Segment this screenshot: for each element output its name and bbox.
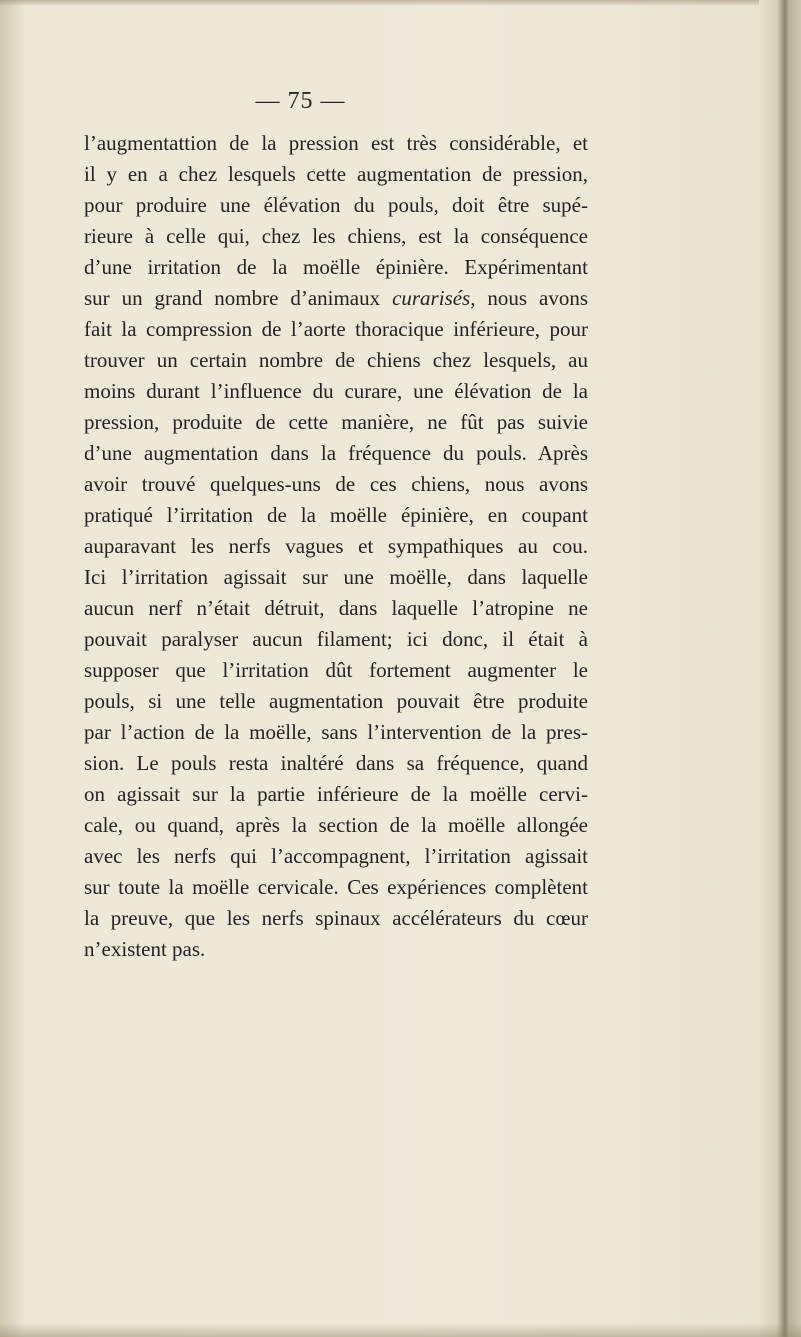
text-line: la preuve, que les nerfs spinaux accélérateurs du cœur: [84, 906, 588, 930]
text-line: fait la compression de l’aorte thoracique inférieure, pour: [84, 317, 588, 341]
text-line: pression, produite de cette manière, ne fût pas suivie: [84, 410, 588, 434]
page-bottom-edge: [0, 1323, 801, 1337]
text-line: Ici l’irritation agissait sur une moëlle, dans laquelle: [84, 565, 588, 589]
text-line: d’une irritation de la moëlle épinière. Expérimentant: [84, 255, 588, 279]
text-line: sur toute la moëlle cervicale. Ces expériences complètent: [84, 875, 588, 899]
text-segment: sur un grand nombre d’animaux: [84, 286, 393, 310]
text-line: par l’action de la moëlle, sans l’intervention de la pres-: [84, 720, 588, 744]
text-line: pouls, si une telle augmentation pouvait être produite: [84, 689, 588, 713]
text-segment: nous avons: [475, 286, 588, 310]
text-line: cale, ou quand, après la section de la moëlle allongée: [84, 813, 588, 837]
page-top-edge: [0, 0, 801, 6]
text-line: pouvait paralyser aucun filament; ici donc, il était à: [84, 627, 588, 651]
text-line: moins durant l’influence du curare, une élévation de la: [84, 379, 588, 403]
text-line: auparavant les nerfs vagues et sympathiques au cou.: [84, 534, 588, 558]
text-line: avec les nerfs qui l’accompagnent, l’irritation agissait: [84, 844, 588, 868]
page-number: — 75 —: [255, 88, 346, 114]
body-text: [84, 128, 588, 965]
text-line: d’une augmentation dans la fréquence du pouls. Après: [84, 441, 588, 465]
text-line-with-italic: [84, 283, 588, 314]
text-line: rieure à celle qui, chez les chiens, est la conséquence: [84, 224, 588, 248]
text-line: trouver un certain nombre de chiens chez lesquels, au: [84, 348, 588, 372]
text-line: sion. Le pouls resta inaltéré dans sa fréquence, quand: [84, 751, 588, 775]
text-line-last: n’existent pas.: [84, 937, 206, 961]
binding-shadow: [0, 0, 26, 1337]
text-line: avoir trouvé quelques-uns de ces chiens, nous avons: [84, 472, 588, 496]
text-line: on agissait sur la partie inférieure de la moëlle cervi-: [84, 782, 588, 806]
page-fore-edge: [759, 0, 801, 1337]
text-line: supposer que l’irritation dût fortement augmenter le: [84, 658, 588, 682]
text-line: l’augmentattion de la pression est très considérable, et: [84, 131, 588, 155]
text-line: pratiqué l’irritation de la moëlle épinière, en coupant: [84, 503, 588, 527]
text-line: il y en a chez lesquels cette augmentation de pression,: [84, 162, 588, 186]
text-line: pour produire une élévation du pouls, doit être supé-: [84, 193, 588, 217]
text-line: aucun nerf n’était détruit, dans laquelle l’atropine ne: [84, 596, 588, 620]
italic-term: curarisés,: [392, 286, 476, 310]
